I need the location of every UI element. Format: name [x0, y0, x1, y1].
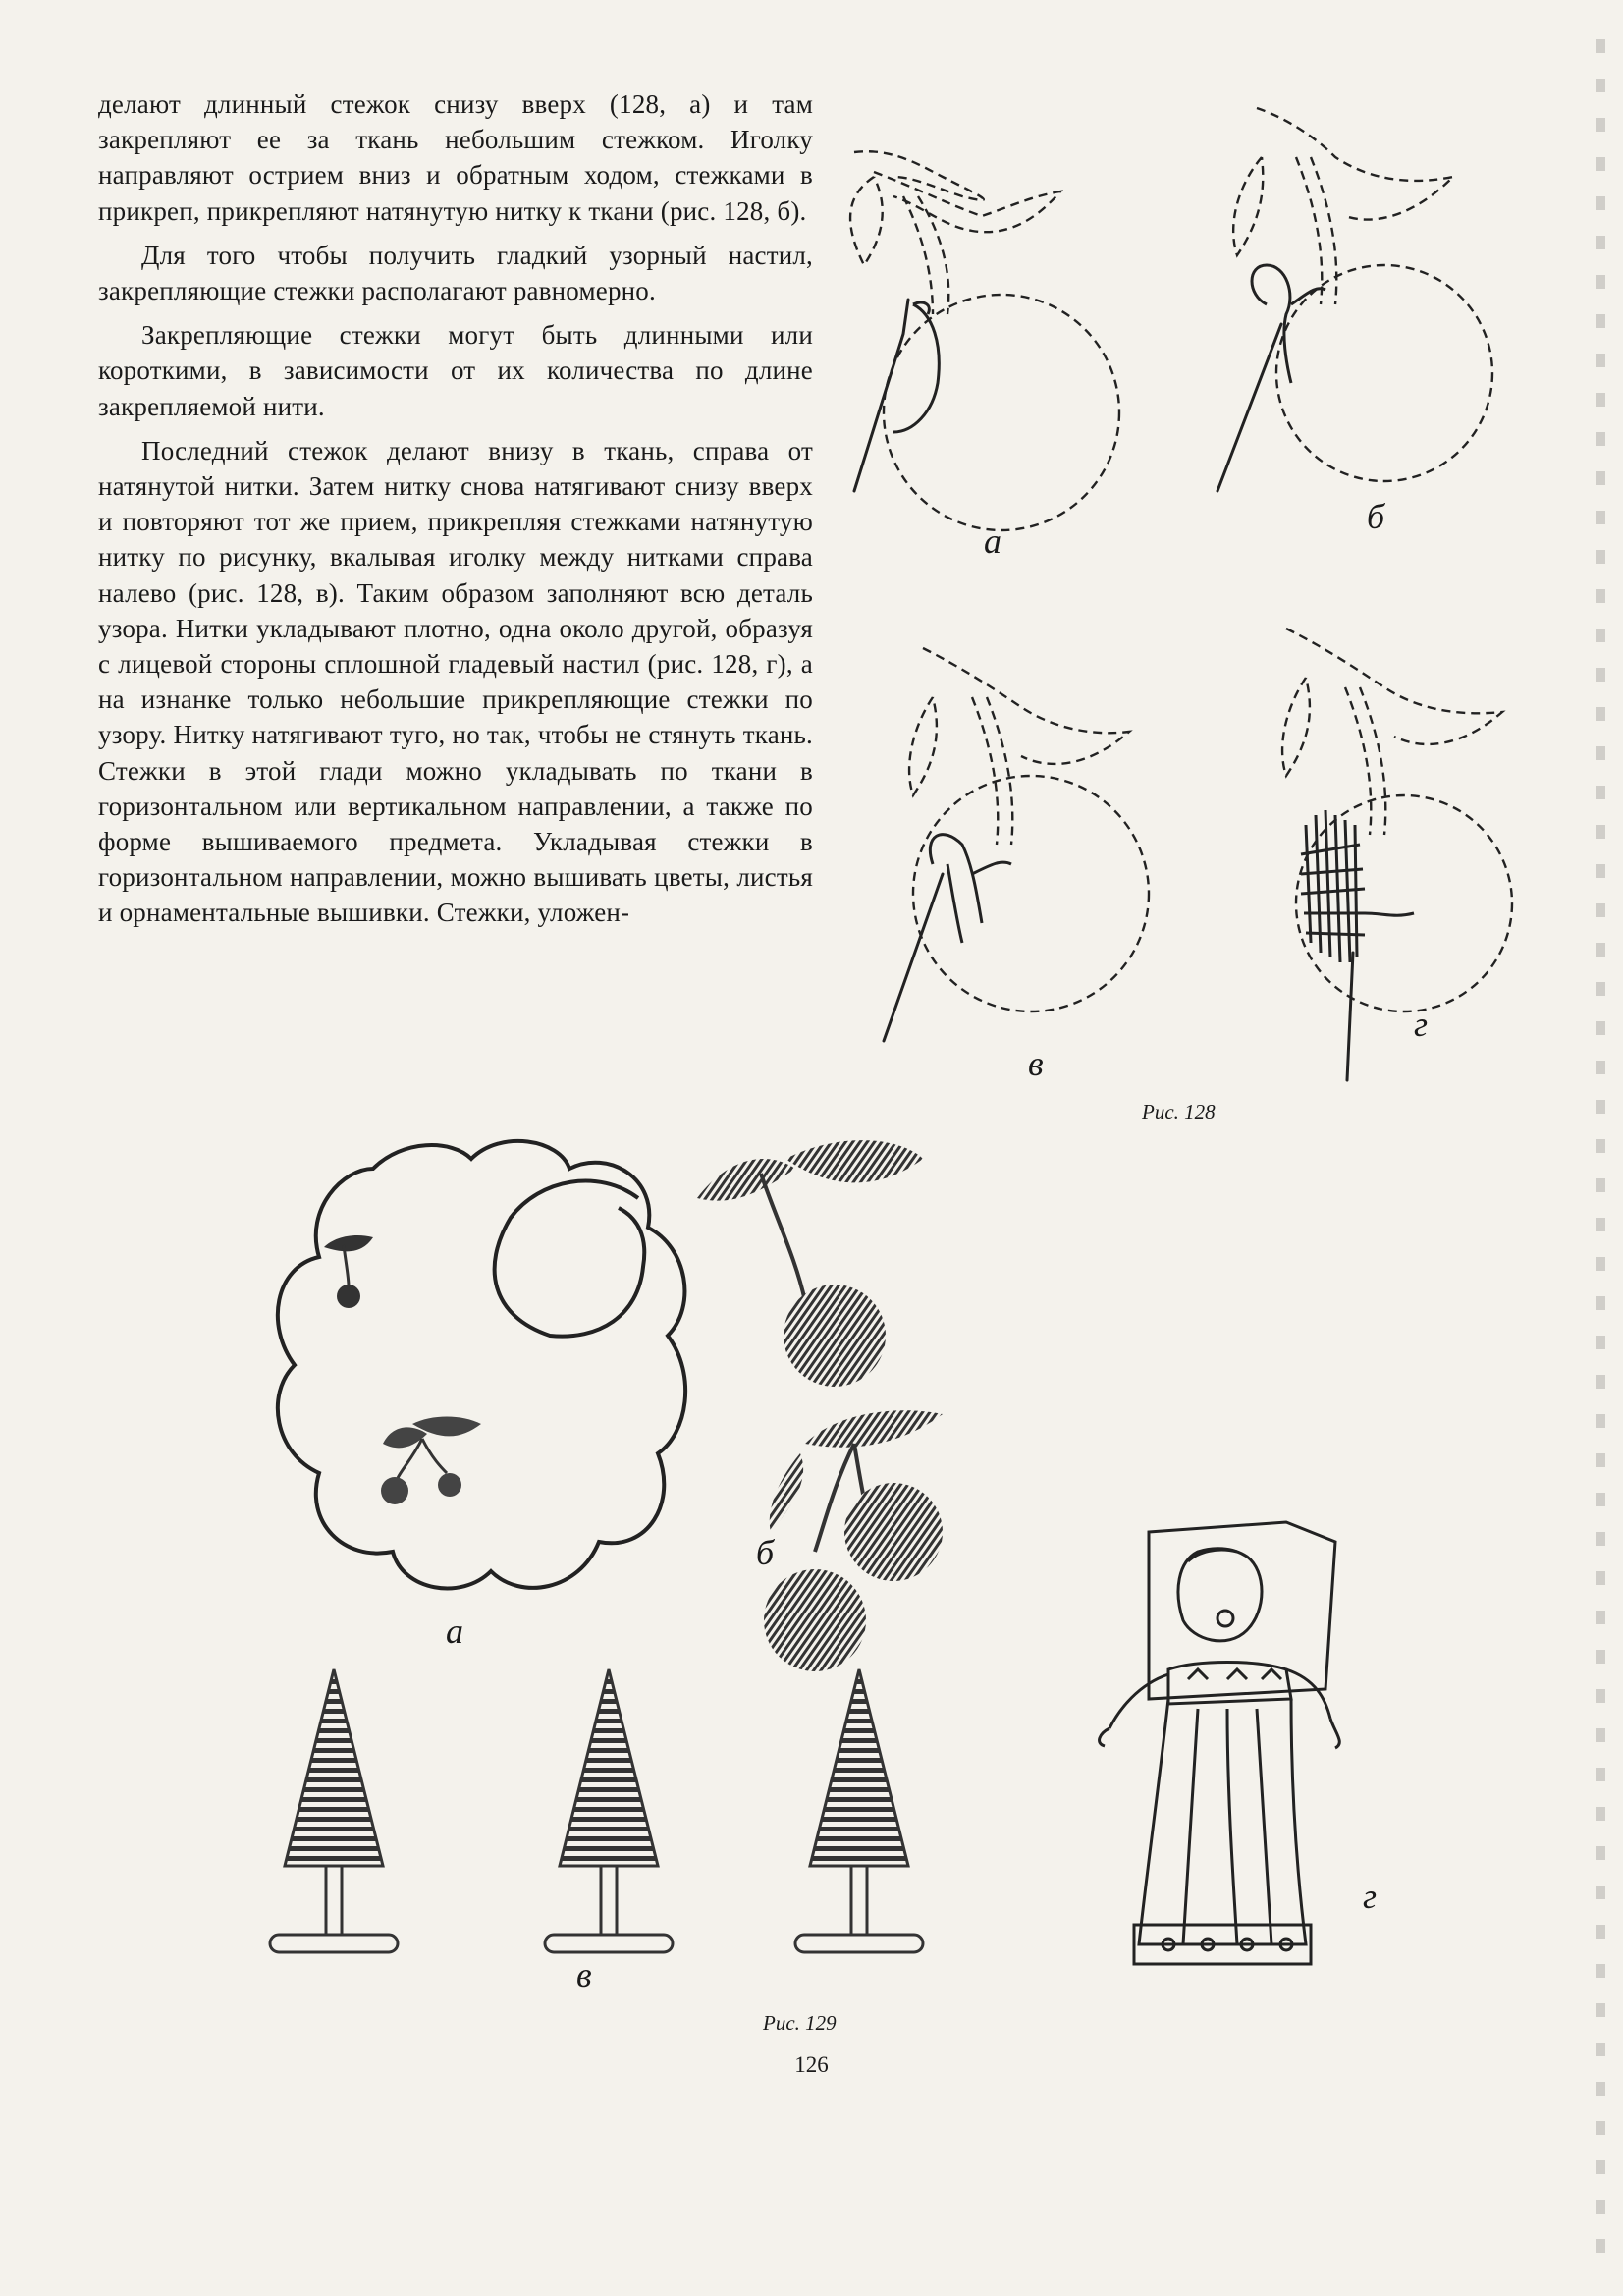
figure-128-b [1208, 98, 1492, 511]
figure-128-label-g: г [1414, 1005, 1429, 1044]
figure-128-label-a: а [984, 521, 1001, 561]
cherry-motif-small [324, 1235, 373, 1308]
tree-1 [270, 1669, 398, 1952]
figure-129-label-b: б [756, 1533, 775, 1572]
figure-129-g-baby [1090, 1512, 1384, 1974]
figure-128-label-v: в [1028, 1044, 1044, 1083]
figure-129-label-a: а [446, 1612, 463, 1651]
figure-129-v-trees [255, 1660, 982, 1984]
paragraph-1: делают длинный стежок снизу вверх (128, а) и там закрепляют ее за ткань небольшим стежком. Иголку направляют острием вниз и обратным ходом, стежками в прикреп, прикрепляют натянутую нитку к ткани (рис. 128, б). [98, 89, 813, 226]
paragraph-2: Для того чтобы получить гладкий узорный настил, закрепляющие стежки располагают равномерно. [98, 240, 813, 306]
body-text [98, 86, 813, 940]
figure-129-a-bib [265, 1129, 707, 1611]
figure-129-b-cherries [687, 1129, 1001, 1679]
scan-edge-marks [1596, 39, 1605, 2259]
figure-128-a [835, 137, 1109, 511]
figure-129-label-v: в [576, 1955, 592, 1995]
paragraph-4: Последний стежок делают внизу в ткань, справа от натянутой нитки. Затем нитку снова натягивают снизу вверх и повторяют тот же прием, прикрепляя стежками натянутую нитку по рисунку, вкалывая иголку между нитками справа налево (рис. 128, в). Таким образом заполняют всю деталь узора. Нитки укладывают плотно, одна около другой, образуя с лицевой стороны сплошной гладевый настил (рис. 128, г), а на изнанке только небольшие прикрепляющие стежки по узору. Нитку натягивают туго, но так, чтобы не стянуть ткань. Стежки в этой глади можно укладывать по ткани в горизонтальном или вертикальном направлении, а также по форме вышиваемого предмета. Укладывая стежки в горизонтальном направлении, можно вышивать цветы, листья и орнаментальные вышивки. Стежки, уложен- [98, 435, 813, 928]
paragraph-3: Закрепляющие стежки могут быть длинными или короткими, в зависимости от их количества по длине закрепляемой нити. [98, 320, 813, 421]
figure-128-caption: Рис. 128 [1142, 1100, 1216, 1123]
figure-129-caption: Рис. 129 [763, 2011, 837, 2035]
figure-129-label-g: г [1363, 1877, 1378, 1916]
page-number: 126 [794, 2052, 829, 2077]
cherry-motif-pair [381, 1417, 481, 1505]
figure-128-label-b: б [1367, 497, 1385, 536]
tree-3 [795, 1669, 923, 1952]
tree-2 [545, 1669, 673, 1952]
figure-128-v [864, 638, 1159, 1061]
figure-128-g [1276, 619, 1542, 1090]
